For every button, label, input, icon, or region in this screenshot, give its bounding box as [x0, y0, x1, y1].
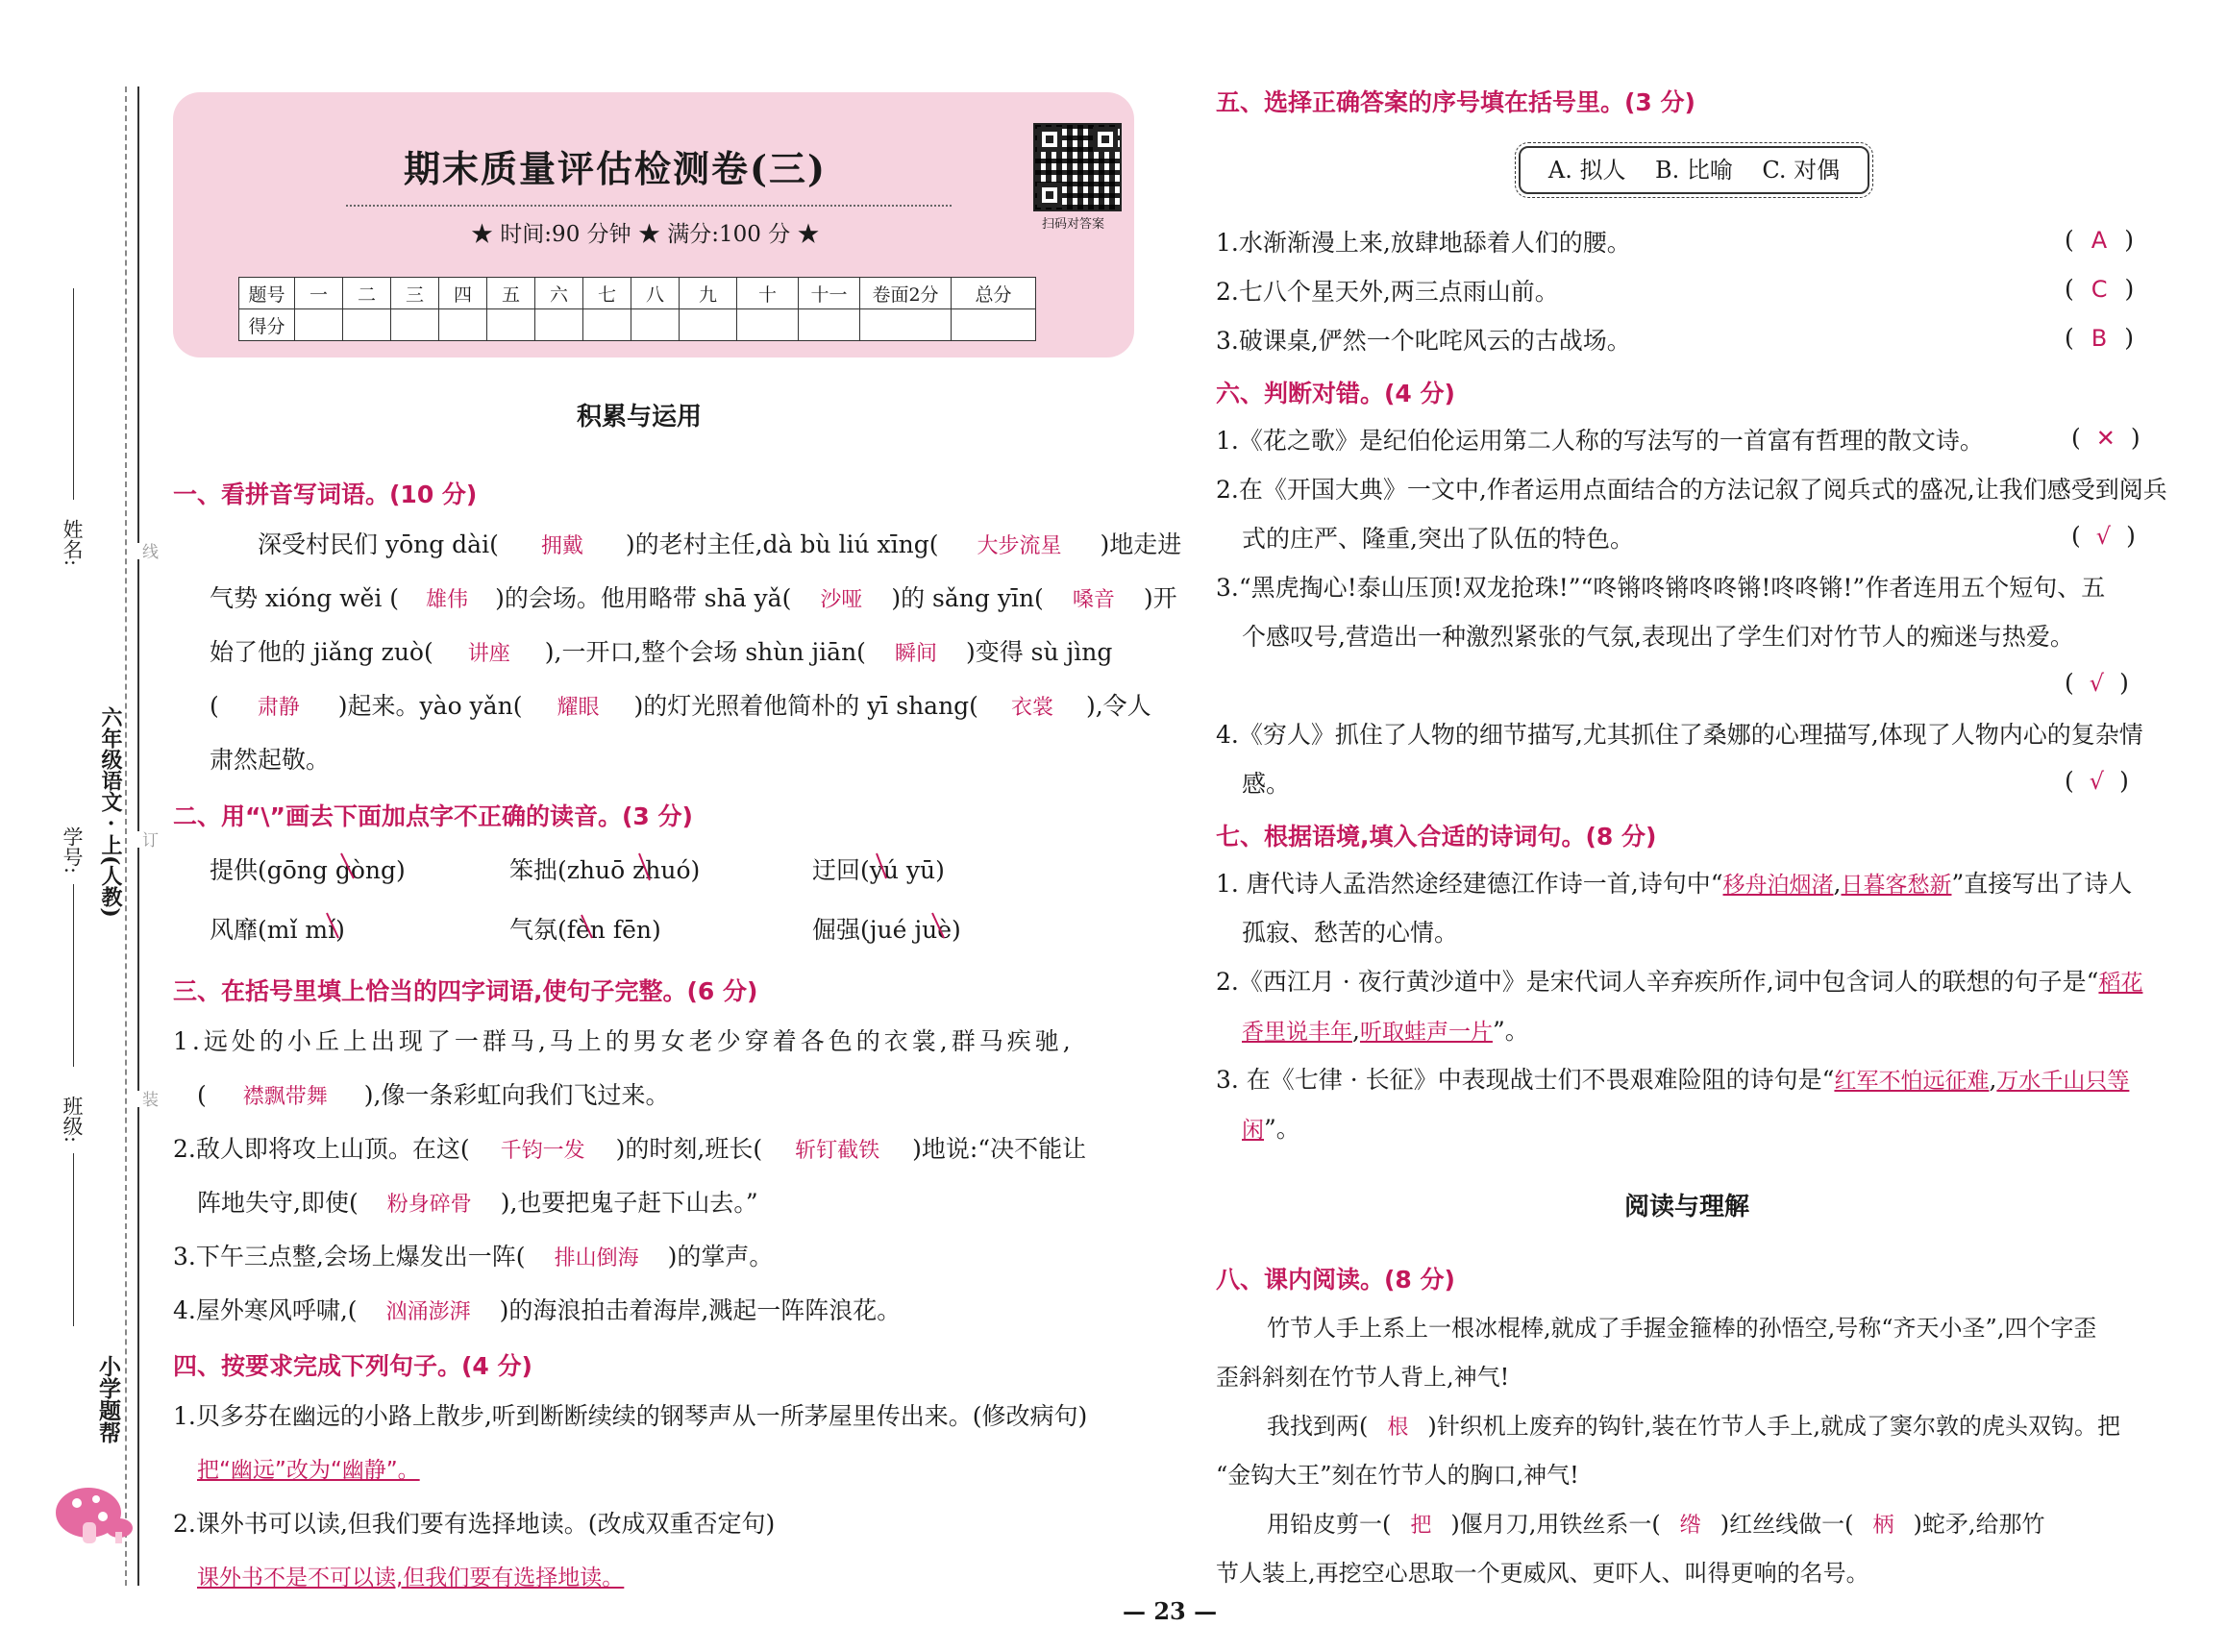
answer-text: 闲 — [1242, 1118, 1264, 1143]
answer-text: 柄 — [1872, 1514, 1894, 1538]
s7-q1-line-1: 1. 唐代诗人孟浩然途经建德江作诗一首,诗句中“移舟泊烟渚,日暮客愁新”直接写出了诗人 — [1216, 870, 2133, 898]
part-title-accumulation: 积累与运用 — [577, 403, 703, 431]
brand-label: 小学题帮 — [95, 1355, 121, 1443]
answer-text: 千钧一发 — [500, 1139, 585, 1163]
answer-text: 拥戴 — [540, 534, 583, 558]
section-8-title: 八、课内阅读。(8 分) — [1216, 1266, 1455, 1294]
cut-mark-2: 订 — [136, 831, 161, 848]
s6-q3-line-2: 个感叹号,营造出一种激烈紧张的气氛,表现出了学生们对竹节人的痴迷与热爱。 — [1242, 623, 2074, 651]
answer-text: 排山倒海 — [554, 1246, 639, 1270]
s1-line-5: 肃然起敬。 — [210, 746, 331, 774]
s4-q2: 2.课外书可以读,但我们要有选择地读。(改成双重否定句) — [173, 1510, 776, 1538]
s1-line-2: 气势 xióng wěi ( 雄伟 )的会场。他用略带 shā yǎ( 沙哑 )的 sǎng yīn( 嗓音 )开 — [210, 584, 1177, 612]
score-row-label: 得分 — [239, 309, 295, 341]
s6-q3-line-1: 3.“黑虎掏心!泰山压顶!双龙抢珠!”“咚锵咚锵咚咚锵!咚咚锵!”作者连用五个短句、五 — [1216, 574, 2106, 602]
section-5-title: 五、选择正确答案的序号填在括号里。(3 分) — [1216, 88, 1695, 116]
th-cell: 八 — [631, 278, 680, 309]
answer-text: 斩钉截铁 — [795, 1139, 880, 1163]
th-cell: 总分 — [952, 278, 1036, 309]
s6-q4-line-2: 感。 — [1242, 770, 1291, 798]
s4-a1: 把“幽远”改为“幽静”。 — [197, 1458, 420, 1483]
answer-text: 绺 — [1679, 1514, 1701, 1538]
s6-a3: ( √ ) — [2065, 669, 2129, 697]
s3-q1-line-2: ( 襟飘带舞 ),像一条彩虹向我们飞过来。 — [197, 1081, 670, 1109]
answer-text: 沙哑 — [820, 588, 863, 612]
th-cell: 卷面2分 — [860, 278, 952, 309]
s7-q3-line-1: 3. 在《七律 · 长征》中表现战士们不畏艰难险阻的诗句是“红军不怕远征难,万水千山只等 — [1216, 1066, 2130, 1094]
id-label: 学号: — [61, 826, 84, 875]
s5-q2: 2.七八个星天外,两三点雨山前。 — [1216, 278, 1559, 306]
exam-title: 期末质量评估检测卷(三) — [404, 147, 827, 190]
s7-q2-line-1: 2.《西江月 · 夜行黄沙道中》是宋代词人辛弃疾所作,词中包含词人的联想的句子是“稻花 — [1216, 968, 2143, 996]
answer-text: 汹涌澎湃 — [385, 1300, 471, 1324]
answer-text: 雄伟 — [426, 588, 469, 612]
s8-p1-line-1: 竹节人手上系上一根冰棍棒,就成了手握金箍棒的孙悟空,号称“齐天小圣”,四个字歪 — [1267, 1315, 2097, 1342]
mushroom-icon — [50, 1480, 136, 1547]
s1-line-4: ( 肃静 )起来。yào yǎn( 耀眼 )的灯光照着他简朴的 yī shang( 衣裳 ),令人 — [210, 692, 1151, 720]
answer-text: 万水千山只等 — [1996, 1069, 2130, 1094]
section-6-title: 六、判断对错。(4 分) — [1216, 380, 1455, 407]
grade-label: 六年级语文 · 上(人教) — [98, 706, 123, 918]
answer-text: 粉身碎骨 — [386, 1193, 472, 1217]
th-cell: 三 — [391, 278, 439, 309]
th-cell: 十 — [737, 278, 799, 309]
s8-p1-line-2: 歪斜斜刻在竹节人背上,神气! — [1216, 1364, 1510, 1391]
s2-item-2: 笨拙(zhuō zhuó) — [509, 856, 701, 884]
s8-p3-line-2: 节人装上,再挖空心思取一个更威风、更吓人、叫得更响的名号。 — [1216, 1560, 1869, 1587]
s5-q3: 3.破课桌,俨然一个叱咤风云的古战场。 — [1216, 327, 1631, 355]
s5-q1: 1.水渐渐漫上来,放肆地舔着人们的腰。 — [1216, 229, 1631, 257]
s1-line-1: 深受村民们 yōng dài( 拥戴 )的老村主任,dà bù liú xīng( 大步流星 )地走进 — [258, 530, 1182, 558]
section-4-title: 四、按要求完成下列句子。(4 分) — [173, 1352, 532, 1380]
name-label: 姓名: — [61, 519, 84, 567]
answer-text: 稻花 — [2098, 971, 2143, 996]
s7-q2-line-2: 香里说丰年,听取蛙声一片”。 — [1242, 1017, 1529, 1045]
strike-marks — [0, 0, 1153, 1057]
s5-a2: ( C ) — [2065, 275, 2135, 303]
s7-q3-line-2: 闲”。 — [1242, 1115, 1300, 1143]
s6-a2: ( √ ) — [2071, 522, 2136, 550]
answer-text: 日暮客愁新 — [1841, 873, 1952, 898]
s6-q2-line-2: 式的庄严、隆重,突出了队伍的特色。 — [1242, 525, 1634, 553]
s5-a1: ( A ) — [2065, 226, 2134, 254]
s6-a4: ( √ ) — [2065, 767, 2129, 795]
s3-q1-line-1: 1.远处的小丘上出现了一群马,马上的男女老少穿着各色的衣裳,群马疾驰, — [173, 1027, 1075, 1055]
s3-q4: 4.屋外寒风呼啸,( 汹涌澎湃 )的海浪拍击着海岸,溅起一阵阵浪花。 — [173, 1296, 902, 1324]
s1-line-3: 始了他的 jiǎng zuò( 讲座 ),一开口,整个会场 shùn jiān( 瞬间 )变得 sù jìng — [210, 638, 1113, 666]
s7-q1-line-2: 孤寂、愁苦的心情。 — [1242, 919, 1459, 947]
cut-mark-1: 线 — [136, 543, 161, 559]
th-cell: 二 — [343, 278, 391, 309]
th-cell: 九 — [680, 278, 737, 309]
th-cell: 十一 — [799, 278, 860, 309]
answer-text: 嗓音 — [1072, 588, 1115, 612]
th-cell: 六 — [535, 278, 583, 309]
s6-a1: ( ✕ ) — [2071, 424, 2140, 452]
s8-p2-line-1: 我找到两( 根 )针织机上废弃的钩针,装在竹节人手上,就成了窦尔敦的虎头双钩。把 — [1267, 1413, 2121, 1440]
section-2-title: 二、用“\”画去下面加点字不正确的读音。(3 分) — [173, 802, 693, 830]
th-cell: 五 — [487, 278, 535, 309]
s2-item-1: 提供(gōng gòng) — [210, 856, 406, 884]
class-label: 班级: — [61, 1096, 84, 1144]
answer-text: 移舟泊烟渚 — [1722, 873, 1834, 898]
answer-text: 讲座 — [467, 642, 510, 666]
answer-text: 襟飘带舞 — [242, 1085, 328, 1109]
answer-text: 衣裳 — [1010, 696, 1053, 720]
s4-a2: 课外书不是不可以读,但我们要有选择地读。 — [197, 1566, 625, 1590]
section-1-title: 一、看拼音写词语。(10 分) — [173, 481, 478, 508]
s8-p2-line-2: “金钩大王”刻在竹节人的胸口,神气! — [1216, 1462, 1579, 1489]
s2-item-6: 倔强(jué juè) — [812, 916, 961, 944]
page-number: — 23 — — [1123, 1597, 1218, 1625]
s2-item-3: 迂回(yú yū) — [812, 856, 945, 884]
s5-a3: ( B ) — [2065, 324, 2134, 352]
s3-q2-line-2: 阵地失守,即使( 粉身碎骨 ),也要把鬼子赶下山去。” — [197, 1189, 758, 1217]
answer-text: 瞬间 — [894, 642, 937, 666]
answer-text: 红军不怕远征难 — [1834, 1069, 1990, 1094]
s3-q2-line-1: 2.敌人即将攻上山顶。在这( 千钧一发 )的时刻,班长( 斩钉截铁 )地说:“决不能让 — [173, 1135, 1087, 1163]
section-7-title: 七、根据语境,填入合适的诗词句。(8 分) — [1216, 823, 1657, 851]
options-box: A. 拟人 B. 比喻 C. 对偶 — [1519, 146, 1869, 194]
th-cell: 题号 — [239, 278, 295, 309]
answer-text: 听取蛙声一片 — [1359, 1020, 1493, 1045]
class-blank[interactable] — [73, 1153, 74, 1326]
exam-info: ★ 时间:90 分钟 ★ 满分:100 分 ★ — [471, 222, 820, 247]
section-3-title: 三、在括号里填上恰当的四字词语,使句子完整。(6 分) — [173, 977, 758, 1005]
qr-caption: 扫码对答案 — [1042, 217, 1105, 232]
s3-q3: 3.下午三点整,会场上爆发出一阵( 排山倒海 )的掌声。 — [173, 1243, 774, 1270]
part-title-reading: 阅读与理解 — [1624, 1193, 1750, 1221]
s2-item-4: 风靡(mǐ mí) — [210, 916, 345, 944]
answer-text: 肃静 — [257, 696, 300, 720]
cut-mark-3: 装 — [136, 1091, 161, 1107]
s6-q2-line-1: 2.在《开国大典》一文中,作者运用点面结合的方法记叙了阅兵式的盛况,让我们感受到阅兵 — [1216, 476, 2167, 504]
s6-q1: 1.《花之歌》是纪伯伦运用第二人称的写法写的一首富有哲理的散文诗。 — [1216, 427, 1984, 455]
answer-text: 耀眼 — [557, 696, 600, 720]
answer-text: 大步流星 — [977, 534, 1062, 558]
answer-text: 把 — [1410, 1514, 1432, 1538]
s8-p3-line-1: 用铅皮剪一( 把 )偃月刀,用铁丝系一( 绺 )红丝线做一( 柄 )蛇矛,给那竹 — [1267, 1511, 2045, 1538]
th-cell: 七 — [583, 278, 631, 309]
th-cell: 四 — [439, 278, 487, 309]
answer-text: 根 — [1387, 1416, 1409, 1440]
s2-item-5: 气氛(fèn fēn) — [509, 916, 661, 944]
answer-text: 香里说丰年 — [1242, 1020, 1352, 1045]
th-cell: 一 — [295, 278, 343, 309]
s4-q1: 1.贝多芬在幽远的小路上散步,听到断断续续的钢琴声从一所茅屋里传出来。(修改病句) — [173, 1402, 1088, 1430]
s6-q4-line-1: 4.《穷人》抓住了人物的细节描写,尤其抓住了桑娜的心理描写,体现了人物内心的复杂情 — [1216, 721, 2143, 749]
